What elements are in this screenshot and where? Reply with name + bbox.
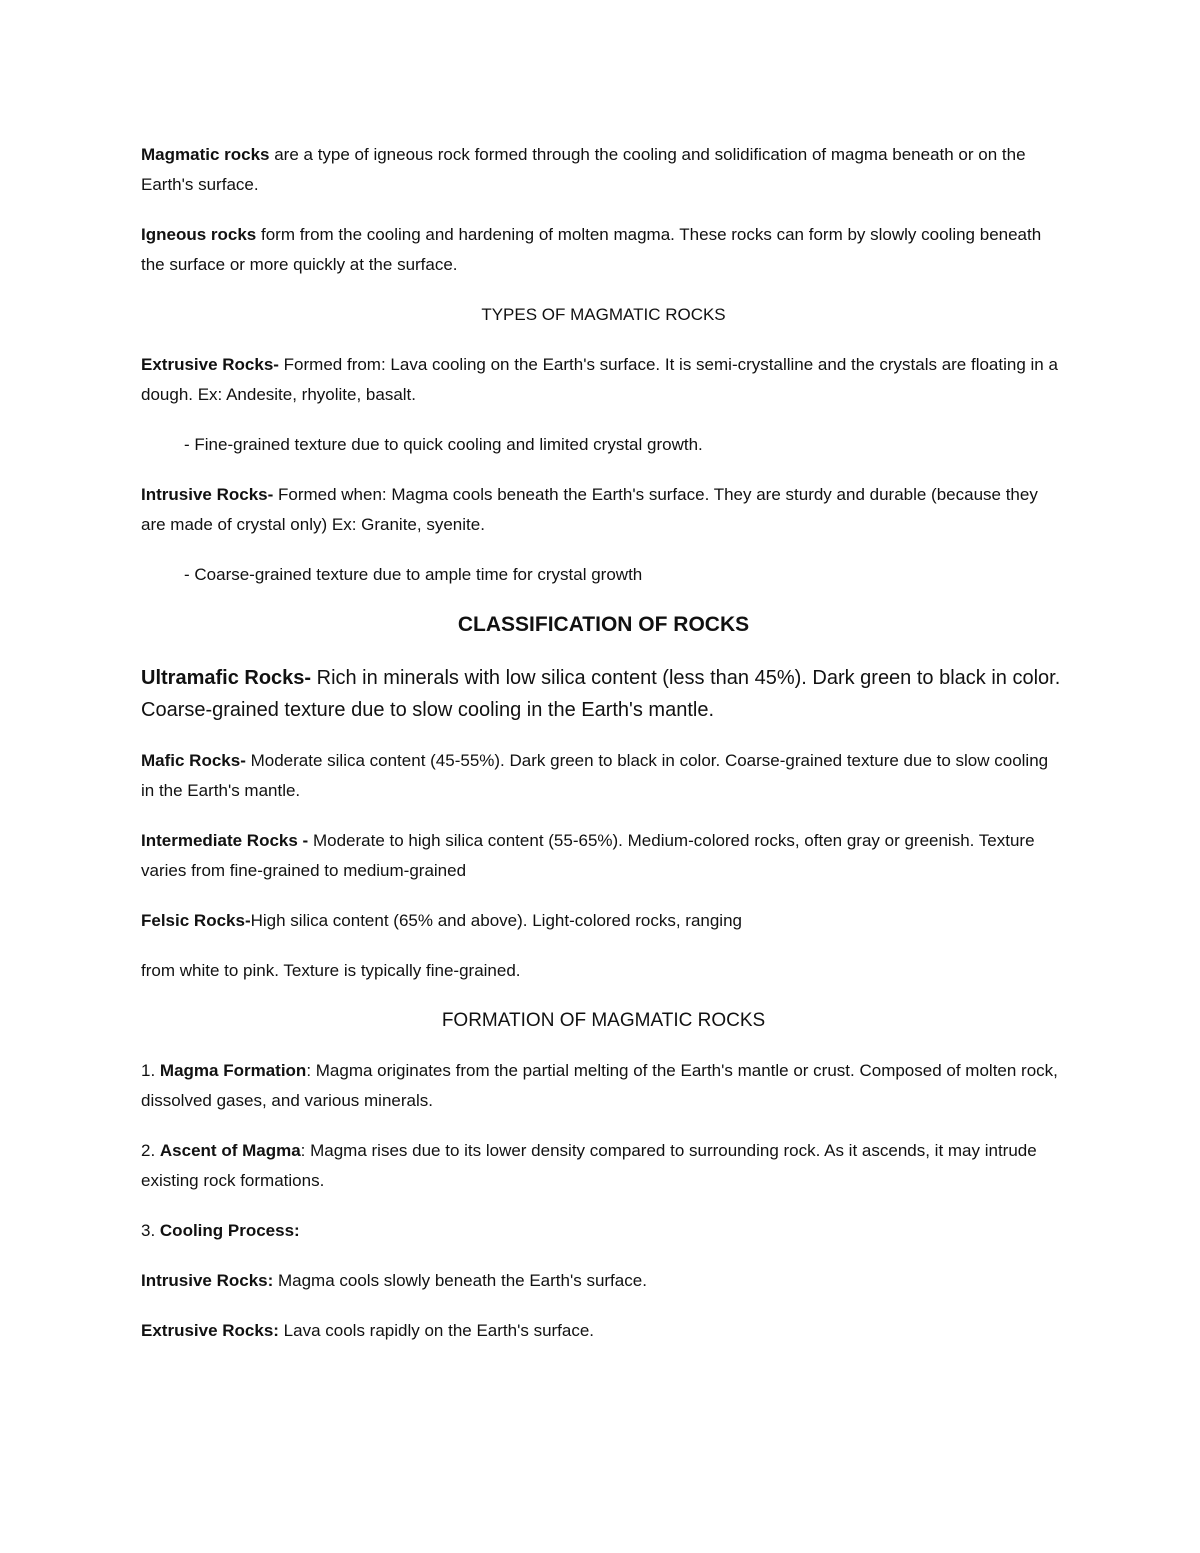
paragraph-text: Rich in minerals with low silica content (less than 45%). Dark green to black in color. Coarse-grained texture due to slow cooling in the Earth's mantle. xyxy=(141,667,1061,721)
definition-text: form from the cooling and hardening of molten magma. These rocks can form by slowly cooling beneath the surface or more quickly at the surface. xyxy=(141,225,1042,274)
paragraph-text: Formed when: Magma cools beneath the Earth's surface. They are sturdy and durable (because they are made of crystal only) Ex: Granite, syenite. xyxy=(141,485,1038,534)
extrusive-rocks-paragraph xyxy=(141,350,1066,410)
paragraph-text: Moderate to high silica content (55-65%). Medium-colored rocks, often gray or greenish. Texture varies from fine-grained to medium-grained xyxy=(141,831,1035,880)
term: Felsic Rocks- xyxy=(141,911,251,930)
cooling-extrusive xyxy=(141,1316,1066,1346)
paragraph-text: : Magma rises due to its lower density compared to surrounding rock. As it ascends, it may intrude existing rock formations. xyxy=(141,1141,1037,1190)
extrusive-note: - Fine-grained texture due to quick cooling and limited crystal growth. xyxy=(184,435,703,454)
intrusive-rocks-paragraph xyxy=(141,480,1066,540)
intrusive-note: - Coarse-grained texture due to ample time for crystal growth xyxy=(184,565,643,584)
term: Cooling Process: xyxy=(159,1221,300,1240)
term: Magma Formation xyxy=(159,1061,307,1080)
term: Magmatic rocks xyxy=(141,145,270,164)
paragraph-text: Magma cools slowly beneath the Earth's surface. xyxy=(273,1271,647,1290)
definition-text: are a type of igneous rock formed through the cooling and solidification of magma beneath or on the Earth's surface. xyxy=(141,145,1026,194)
term: Intrusive Rocks- xyxy=(141,485,274,504)
paragraph-text: Lava cools rapidly on the Earth's surface. xyxy=(278,1321,595,1340)
felsic-rocks-paragraph xyxy=(141,906,1066,936)
document-page xyxy=(141,140,1066,1346)
classification-heading: CLASSIFICATION OF ROCKS xyxy=(457,613,750,636)
term: Igneous rocks xyxy=(141,225,257,244)
igneous-rocks-definition xyxy=(141,220,1066,280)
formation-step-2 xyxy=(141,1136,1066,1196)
term: Ultramafic Rocks- xyxy=(141,667,312,689)
formation-step-3 xyxy=(141,1216,1066,1246)
cooling-intrusive xyxy=(141,1266,1066,1296)
paragraph-text: : Magma originates from the partial melting of the Earth's mantle or crust. Composed of molten rock, dissolved gases, and various minerals. xyxy=(141,1061,1058,1110)
paragraph-text: Formed from: Lava cooling on the Earth's surface. It is semi-crystalline and the crystals are floating in a dough. Ex: Andesite, rhyolite, basalt. xyxy=(141,355,1058,404)
term: Intermediate Rocks - xyxy=(141,831,309,850)
step-number: 2. xyxy=(141,1141,160,1160)
formation-step-1 xyxy=(141,1056,1066,1116)
paragraph-text: High silica content (65% and above). Light-colored rocks, ranging xyxy=(250,911,742,930)
types-heading: TYPES OF MAGMATIC ROCKS xyxy=(481,305,726,324)
intermediate-rocks-paragraph xyxy=(141,826,1066,886)
term: Extrusive Rocks: xyxy=(141,1321,279,1340)
ultramafic-rocks-paragraph xyxy=(141,662,1066,726)
mafic-rocks-paragraph xyxy=(141,746,1066,806)
step-number: 1. xyxy=(141,1061,160,1080)
felsic-rocks-continuation: from white to pink. Texture is typically fine-grained. xyxy=(141,961,521,980)
term: Mafic Rocks- xyxy=(141,751,246,770)
formation-heading: FORMATION OF MAGMATIC ROCKS xyxy=(441,1010,766,1031)
step-number: 3. xyxy=(141,1221,160,1240)
term: Ascent of Magma xyxy=(159,1141,301,1160)
magmatic-rocks-definition xyxy=(141,140,1066,200)
term: Intrusive Rocks: xyxy=(141,1271,274,1290)
term: Extrusive Rocks- xyxy=(141,355,279,374)
paragraph-text: Moderate silica content (45-55%). Dark green to black in color. Coarse-grained texture due to slow cooling in the Earth's mantle. xyxy=(141,751,1049,800)
